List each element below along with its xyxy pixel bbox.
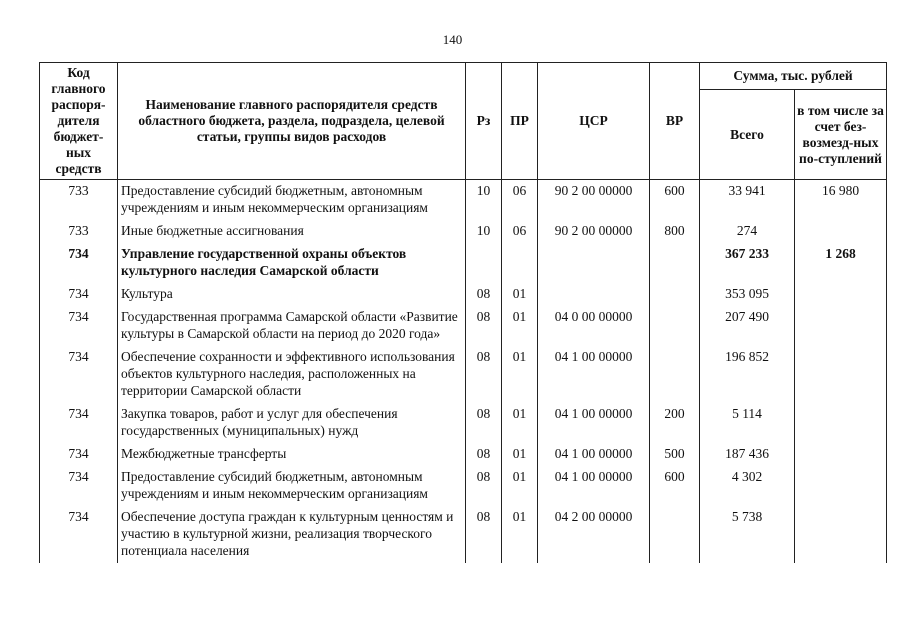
cell-csr: 90 2 00 00000 <box>538 220 650 243</box>
cell-pr: 01 <box>502 346 538 403</box>
cell-rz: 10 <box>466 180 502 221</box>
cell-free <box>795 466 887 506</box>
table-row <box>40 403 887 443</box>
cell-code: 734 <box>40 306 118 346</box>
cell-free <box>795 306 887 346</box>
table-row <box>40 220 887 243</box>
cell-code: 734 <box>40 346 118 403</box>
header-row <box>40 63 887 90</box>
cell-name: Государственная программа Самарской области «Развитие культуры в Самарской области на период до 2020 года» <box>118 306 466 346</box>
cell-code: 734 <box>40 243 118 283</box>
cell-name: Предоставление субсидий бюджетным, автономным учреждениям и иным некоммерческим организациям <box>118 180 466 221</box>
table-body <box>40 180 887 564</box>
cell-free: 16 980 <box>795 180 887 221</box>
cell-rz: 08 <box>466 506 502 563</box>
cell-rz: 08 <box>466 283 502 306</box>
cell-free: 1 268 <box>795 243 887 283</box>
cell-free <box>795 220 887 243</box>
cell-total: 5 114 <box>700 403 795 443</box>
cell-pr: 01 <box>502 506 538 563</box>
page-number: 140 <box>442 32 463 47</box>
cell-csr: 04 1 00 00000 <box>538 403 650 443</box>
header-name: Наименование главного распорядителя средств областного бюджета, раздела, подраздела, целевой статьи, группы видов расходов <box>118 63 466 180</box>
cell-vr <box>650 346 700 403</box>
cell-name: Обеспечение доступа граждан к культурным ценностям и участию в культурной жизни, реализация творческого потенциала населения <box>118 506 466 563</box>
table-row <box>40 306 887 346</box>
cell-free <box>795 443 887 466</box>
cell-csr: 04 1 00 00000 <box>538 346 650 403</box>
cell-rz: 08 <box>466 403 502 443</box>
cell-vr <box>650 243 700 283</box>
cell-free <box>795 346 887 403</box>
cell-code: 734 <box>40 506 118 563</box>
cell-name: Управление государственной охраны объектов культурного наследия Самарской области <box>118 243 466 283</box>
cell-code: 734 <box>40 283 118 306</box>
header-code: Код главного распоря-дителя бюджет-ных средств <box>40 63 118 180</box>
header-vr: ВР <box>650 63 700 180</box>
budget-table <box>39 62 887 563</box>
cell-code: 734 <box>40 403 118 443</box>
cell-name: Иные бюджетные ассигнования <box>118 220 466 243</box>
cell-pr: 06 <box>502 220 538 243</box>
cell-name: Межбюджетные трансферты <box>118 443 466 466</box>
cell-vr <box>650 306 700 346</box>
header-free: в том числе за счет без-возмезд-ных по-ступлений <box>795 90 887 180</box>
cell-free <box>795 403 887 443</box>
header-sum: Сумма, тыс. рублей <box>700 63 887 90</box>
cell-vr <box>650 283 700 306</box>
cell-pr: 01 <box>502 443 538 466</box>
cell-vr: 600 <box>650 466 700 506</box>
cell-csr <box>538 243 650 283</box>
cell-rz: 10 <box>466 220 502 243</box>
cell-csr: 90 2 00 00000 <box>538 180 650 221</box>
cell-name: Закупка товаров, работ и услуг для обеспечения государственных (муниципальных) нужд <box>118 403 466 443</box>
cell-rz: 08 <box>466 346 502 403</box>
cell-total: 274 <box>700 220 795 243</box>
cell-code: 734 <box>40 466 118 506</box>
header-rz: Рз <box>466 63 502 180</box>
cell-pr: 01 <box>502 306 538 346</box>
table-row <box>40 346 887 403</box>
cell-total: 367 233 <box>700 243 795 283</box>
cell-total: 187 436 <box>700 443 795 466</box>
cell-total: 353 095 <box>700 283 795 306</box>
cell-rz: 08 <box>466 443 502 466</box>
cell-vr: 500 <box>650 443 700 466</box>
cell-free <box>795 506 887 563</box>
cell-code: 733 <box>40 220 118 243</box>
header-csr: ЦСР <box>538 63 650 180</box>
cell-vr <box>650 506 700 563</box>
cell-total: 196 852 <box>700 346 795 403</box>
cell-name: Культура <box>118 283 466 306</box>
header-total: Всего <box>700 90 795 180</box>
cell-total: 33 941 <box>700 180 795 221</box>
cell-csr: 04 1 00 00000 <box>538 466 650 506</box>
cell-rz <box>466 243 502 283</box>
cell-code: 733 <box>40 180 118 221</box>
header-pr: ПР <box>502 63 538 180</box>
cell-csr: 04 2 00 00000 <box>538 506 650 563</box>
cell-name: Предоставление субсидий бюджетным, автономным учреждениям и иным некоммерческим организациям <box>118 466 466 506</box>
cell-csr: 04 0 00 00000 <box>538 306 650 346</box>
cell-pr <box>502 243 538 283</box>
cell-vr: 800 <box>650 220 700 243</box>
cell-csr <box>538 283 650 306</box>
table-row <box>40 443 887 466</box>
cell-pr: 01 <box>502 466 538 506</box>
cell-free <box>795 283 887 306</box>
cell-total: 5 738 <box>700 506 795 563</box>
cell-total: 4 302 <box>700 466 795 506</box>
cell-total: 207 490 <box>700 306 795 346</box>
cell-rz: 08 <box>466 466 502 506</box>
cell-pr: 01 <box>502 403 538 443</box>
table-row <box>40 506 887 563</box>
cell-pr: 06 <box>502 180 538 221</box>
cell-rz: 08 <box>466 306 502 346</box>
table-row <box>40 283 887 306</box>
cell-vr: 200 <box>650 403 700 443</box>
table-row <box>40 180 887 221</box>
cell-code: 734 <box>40 443 118 466</box>
table-row <box>40 243 887 283</box>
cell-name: Обеспечение сохранности и эффективного использования объектов культурного наследия, расположенных на территории Самарской области <box>118 346 466 403</box>
cell-vr: 600 <box>650 180 700 221</box>
cell-pr: 01 <box>502 283 538 306</box>
cell-csr: 04 1 00 00000 <box>538 443 650 466</box>
table-row <box>40 466 887 506</box>
